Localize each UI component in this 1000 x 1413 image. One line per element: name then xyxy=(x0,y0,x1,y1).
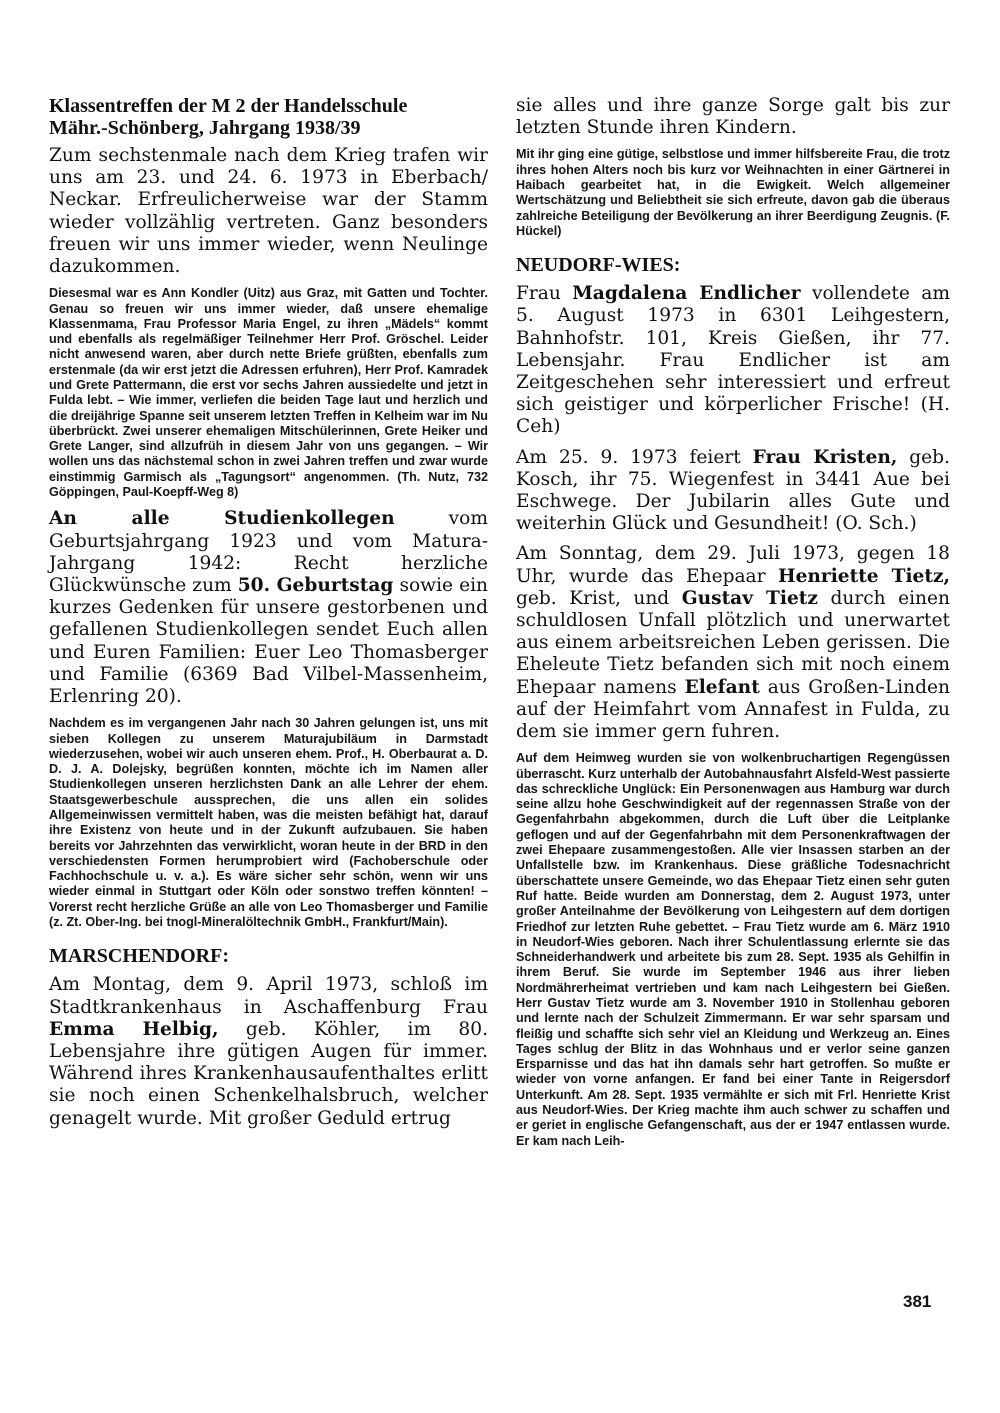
text-span: vom Geburtsjahrgang 1923 und vom Matura-Jahrgang 1942: Recht herzliche Glückwünsche zum xyxy=(49,508,489,596)
paragraph-helbig-continued: sie alles und ihre ganze Sorge galt bis zur letzten Stunde ihren Kindern. xyxy=(516,95,950,139)
heading-line-2: Mähr.-Schönberg, Jahrgang 1938/39 xyxy=(49,117,361,139)
text-span: sowie ein kurzes Gedenken für unsere gestorbenen und gefallenen Studienkollegen sendet Euch allen und Euren Familien: Euer Leo Thomasberger und Familie (6369 Bad Vilbel-Massenheim, Erlenring 20). xyxy=(49,574,488,707)
left-column xyxy=(49,95,488,1138)
paragraph-tietz-details: Auf dem Heimweg wurden sie von wolkenbruchartigen Regengüssen überrascht. Kurz unterhalb der Autobahnausfahrt Alsfeld-West passierte das schreckliche Unglück: Ein Personenwagen aus Hamburg war durch seine allzu hohe Geschwindigkeit auf der regennassen Straße von der Gegenfahrbahn abgekommen, durch die Luft über die Leitplanke geflogen und auf der Gegenfahrbahn mit dem Personenkraftwagen der zwei Ehepaare zusammengestoßen. Alle vier Insassen starben an der Unfallstelle bzw. im Krankenhaus. Diese gräßliche Todesnachricht überschattete unsere Gemeinde, wo das Ehepaar Tietz einen sehr guten Ruf hatte. Beide wurden am Donnerstag, dem 2. August 1973, unter großer Anteilnahme der Bevölkerung von Leihgestern auf dem dortigen Friedhof zur letzten Ruhe gebettet. – Frau Tietz wurde am 6. März 1910 in Neudorf-Wies geboren. Nach ihrer Schulentlassung erlernte sie das Schneiderhandwerk und arbeitete bis zum 28. Sept. 1935 als Gehilfin in ihrem Beruf. Sie wurde im September 1946 aus ihrer lieben Nordmährerheimat vertrieben und kam nach Leihgestern bei Gießen. Herr Gustav Tietz wurde am 3. November 1910 in Stollenhau geboren und lernte nach der Schulzeit Zimmermann. Er war sehr sparsam und fleißig und schaffte sich sehr viel an Kleidung und Werkzeug an. Eines Tages schlug der Blitz in das Wohnhaus und er verlor seine ganzen Ersparnisse und das hat ihn damals sehr hart getroffen. So mußte er wieder von vorne anfangen. Er fand bei einer Tante in Reigersdorf Unterkunft. Am 28. Sept. 1935 vermählte er sich mit Frl. Henriette Krist aus Neudorf-Wies. Der Krieg machte ihm auch schwer zu schaffen und er geriet in englische Gefangenschaft, aus der er 1947 entlassen wurde. Er kam nach Leih- xyxy=(516,751,950,1148)
paragraph-helbig-obituary: Mit ihr ging eine gütige, selbstlose und immer hilfsbereite Frau, die trotz ihres hohen Alters noch bis kurz vor Weihnachten in einer Gärtnerei in Haibach gearbeitet hat, in die Ewigkeit. Welch allgemeiner Wertschätzung und Beliebtheit sie sich erfreute, davon gab die überaus zahlreiche Beteiligung der Bevölkerung an ihrer Beerdigung Zeugnis. (F. Hückel) xyxy=(516,147,950,238)
bold-geburtstag: 50. Geburtstag xyxy=(237,574,394,596)
paragraph-klassentreffen-intro: Zum sechstenmale nach dem Krieg trafen wir uns am 23. und 24. 6. 1973 in Eberbach/ Neckar. Erfreulicherweise war der Stamm wieder vollzählig vertreten. Ganz besonders freuen wir uns immer wieder, wenn Neulinge dazukommen. xyxy=(49,145,488,278)
text-span: vollendete am 5. August 1973 in 6301 Leihgestern, Bahnhofstr. 101, Kreis Gießen, ihr 77. Lebensjahr. Frau Endlicher ist am Zeitgeschehen sehr interessiert und erfreut sich geistiger und körperlicher Frische! (H. Ceh) xyxy=(516,283,950,438)
paragraph-klassentreffen-details: Diesesmal war es Ann Kondler (Uitz) aus Graz, mit Gatten und Tochter. Genau so freuen wir uns immer wieder, daß unsere ehemalige Klassenmama, Frau Professor Maria Engel, zu ihren „Mädels“ kommt und ebenfalls als regelmäßiger Teilnehmer Herr Prof. Gröschel. Leider nicht anwesend waren, aber durch nette Briefe grüßten, ebenfalls zum erstenmale (da wir erst jetzt die Adressen erfuhren), Herr Prof. Kamradek und Grete Pattermann, die erst vor sechs Jahren aussiedelte und jetzt in Fulda lebt. – Wie immer, verliefen die beiden Tage laut und herzlich und die dreijährige Spanne seit unserem letzten Treffen in Kelheim war im Nu überbrückt. Zwei unserer ehemaligen Mitschülerinnen, Grete Heiker und Grete Langer, sind allzufrüh in diesem Jahr von uns gegangen. – Wir wollen uns das nächstemal schon in zwei Jahren treffen und zwar wurde einstimmig Garmisch als „Tagungsort“ angenommen. (Th. Nutz, 732 Göppingen, Paul-Koepff-Weg 8) xyxy=(49,286,488,500)
text-span: Am Sonntag, dem 29. Juli 1973, gegen 18 Uhr, wurde das Ehepaar xyxy=(516,543,950,587)
bold-henriette-tietz: Henriette Tietz, xyxy=(778,565,950,587)
bold-studienkollegen: An alle Studienkollegen xyxy=(49,508,395,530)
text-span: aus Großen-Linden auf der Heimfahrt vom Annafest in Fulda, zu dem sie immer gern fuhren. xyxy=(516,676,950,743)
text-span: Am Montag, dem 9. April 1973, schloß im Stadtkrankenhaus in Aschaffenburg Frau xyxy=(49,974,488,1018)
paragraph-maturajubilaeum: Nachdem es im vergangenen Jahr nach 30 Jahren gelungen ist, uns mit sieben Kollegen zu unserem Maturajubiläum in Darmstadt wiederzusehen, wobei wir auch unseren ehem. Prof., H. Oberbaurat a. D. D. J. A. Dolejsky, begrüßen konnten, möchte ich im Namen aller Studienkollegen unseren herzlichsten Dank an alle Lehrer der ehem. Staatsgewerbeschule aussprechen, die uns allen ein solides Allgemeinwissen vermittelt haben, was die meisten befähigt hat, darauf ihre Existenz von heute und in der Zukunft aufzubauen. Sie haben bereits vor Jahrzehnten das verwirklicht, woran heute in der BRD in den verschiedensten Formen herumprobiert wird (Fachoberschule oder Fachhochschule u. v. a.). Es wäre sicher sehr schön, wenn wir uns wieder einmal in Stuttgart oder Köln oder sonstwo treffen könnten! – Vorerst recht herzliche Grüße an alle von Leo Thomasberger und Familie (z. Zt. Ober-Ing. bei tnogl-Mineralöltechnik GmbH., Frankfurt/Main). xyxy=(49,716,488,930)
paragraph-studienkollegen xyxy=(49,508,488,708)
paragraph-kristen xyxy=(516,447,950,536)
right-column xyxy=(516,95,950,1157)
text-span: Frau xyxy=(516,283,573,305)
text-span: durch einen schuldlosen Unfall plötzlich und unerwartet aus einem arbeitsreichen Leben gerissen. Die Eheleute Tietz befanden sich mit noch einem Ehepaar namens xyxy=(516,587,950,698)
bold-endlicher: Magdalena Endlicher xyxy=(572,283,801,305)
page-number: 381 xyxy=(903,1292,932,1311)
text-span: geb. Kosch, ihr 75. Wiegenfest in 3441 Aue bei Eschwege. Der Jubilarin alles Gute und weiterhin Glück und Gesundheit! (O. Sch.) xyxy=(516,446,950,535)
section-heading-neudorf-wies: NEUDORF-WIES: xyxy=(516,254,681,277)
article-heading-klassentreffen xyxy=(49,95,488,139)
text-span: Am 25. 9. 1973 feiert xyxy=(516,446,753,468)
bold-emma-helbig: Emma Helbig, xyxy=(49,1018,219,1040)
bold-kristen: Frau Kristen, xyxy=(752,446,898,468)
text-span: geb. Krist, und xyxy=(516,587,682,609)
section-heading-marschendorf: MARSCHENDORF: xyxy=(49,945,229,968)
paragraph-endlicher xyxy=(516,283,950,438)
bold-elefant: Elefant xyxy=(684,676,760,698)
text-span: geb. Köhler, im 80. Lebensjahre ihre gütigen Augen für immer. Während ihres Krankenhausaufenthaltes erlitt sie noch einen Schenkelhalsbruch, welcher genagelt wurde. Mit großer Geduld ertrug xyxy=(49,1018,488,1129)
heading-line-1: Klassentreffen der M 2 der Handelsschule xyxy=(49,95,408,117)
bold-gustav-tietz: Gustav Tietz xyxy=(681,587,818,609)
paragraph-tietz-accident xyxy=(516,543,950,743)
paragraph-emma-helbig xyxy=(49,974,488,1129)
